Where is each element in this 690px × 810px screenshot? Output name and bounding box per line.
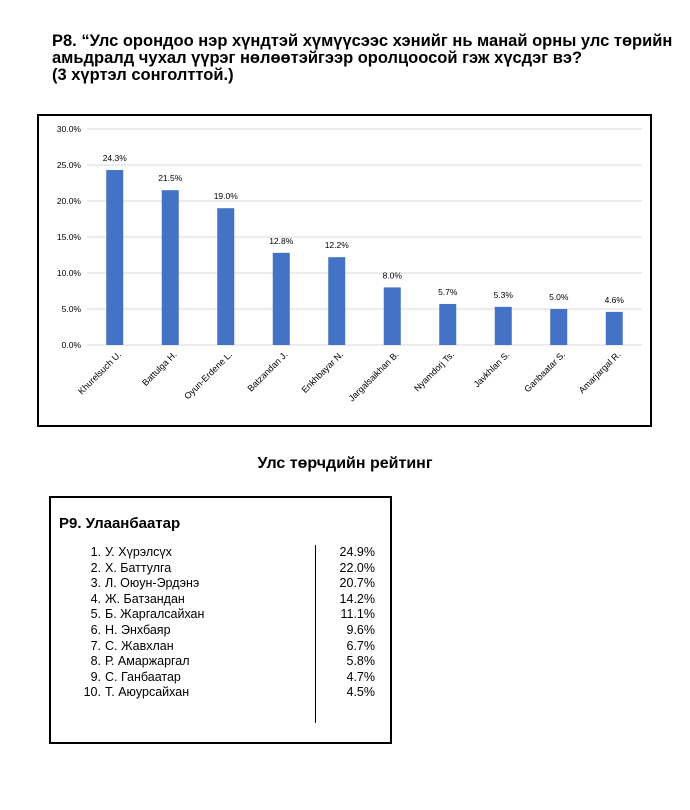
- table-row: [73, 685, 383, 701]
- x-tick-label: Ganbaatar S.: [522, 349, 568, 395]
- table-row: [73, 592, 383, 608]
- table-row: [73, 576, 383, 592]
- data-label: 12.2%: [324, 240, 349, 251]
- candidate-percent: 4.7%: [346, 669, 375, 684]
- bar: [162, 190, 179, 345]
- candidate-name: С. Ганбаатар: [105, 669, 181, 684]
- table-row: [73, 623, 383, 639]
- bar-chart: [37, 114, 652, 427]
- bar: [495, 307, 512, 345]
- ranking-table: [49, 496, 392, 744]
- question-line-2: амьдралд чухал үүрэг нөлөөтэйгээр оролцоосой гэж хүсдэг вэ?: [52, 49, 583, 67]
- rank-number: 1.: [90, 545, 101, 559]
- data-label: 8.0%: [382, 270, 402, 281]
- data-label: 24.3%: [102, 153, 127, 164]
- y-tick-label: 5.0%: [61, 304, 81, 314]
- rank-number: 7.: [90, 638, 101, 653]
- y-tick-label: 10.0%: [56, 268, 81, 278]
- table-title: P9. Улаанбаатар: [59, 515, 181, 532]
- candidate-name: С. Жавхлан: [105, 638, 174, 653]
- section-title: Улс төрчдийн рейтинг: [257, 455, 433, 472]
- candidate-percent: 20.7%: [339, 576, 375, 591]
- data-label: 5.0%: [549, 292, 569, 302]
- table-row: [73, 545, 383, 561]
- question-line-1: P8. “Улс орондоо нэр хүндтэй хүмүүсээс хэнийг нь манай орны улс төрийн: [52, 32, 673, 50]
- candidate-name: Т. Аюурсайхан: [105, 685, 190, 700]
- x-tick-label: Javkhlan S.: [471, 349, 512, 390]
- rank-number: 5.: [90, 607, 101, 622]
- candidate-percent: 11.1%: [340, 607, 375, 622]
- candidate-name: Х. Баттулга: [105, 560, 172, 575]
- question-line-3: (3 хүртэл сонголттой.): [52, 66, 234, 84]
- rank-number: 8.: [90, 654, 101, 669]
- bar: [384, 287, 401, 345]
- bar: [273, 253, 290, 345]
- bar: [328, 257, 345, 345]
- x-tick-label: Oyun-Erdene L.: [182, 349, 235, 402]
- y-tick-label: 30.0%: [56, 124, 81, 134]
- ranking-list: [73, 545, 383, 701]
- candidate-percent: 24.9%: [339, 545, 375, 559]
- table-row: [73, 561, 383, 577]
- rank-number: 9.: [90, 669, 101, 684]
- y-tick-label: 20.0%: [56, 196, 81, 206]
- candidate-percent: 14.2%: [339, 591, 375, 606]
- rank-number: 4.: [90, 591, 101, 606]
- x-tick-label: Nyamdorj Ts.: [412, 349, 457, 394]
- x-tick-label: Khurelsuch U.: [76, 349, 124, 397]
- table-row: [73, 607, 383, 623]
- candidate-percent: 9.6%: [346, 622, 375, 637]
- data-label: 21.5%: [158, 173, 183, 184]
- candidate-percent: 22.0%: [339, 560, 375, 575]
- x-tick-label: Amarjargal R.: [576, 349, 623, 396]
- bar: [439, 304, 456, 345]
- x-tick-label: Battulga H.: [140, 349, 179, 388]
- data-label: 5.3%: [493, 289, 513, 300]
- data-label: 4.6%: [604, 294, 624, 305]
- candidate-percent: 5.8%: [346, 654, 375, 669]
- table-row: [73, 639, 383, 655]
- candidate-name: Б. Жаргалсайхан: [105, 607, 205, 622]
- bar: [606, 312, 623, 345]
- candidate-percent: 6.7%: [346, 638, 375, 653]
- rank-number: 10.: [83, 685, 101, 700]
- y-tick-label: 15.0%: [56, 232, 81, 242]
- candidate-name: Л. Оюун-Эрдэнэ: [105, 576, 200, 591]
- bar: [217, 208, 234, 345]
- rank-number: 6.: [90, 622, 101, 637]
- x-tick-label: Enkhbayar N.: [299, 349, 346, 395]
- bar: [106, 170, 123, 345]
- table-row: [73, 670, 383, 686]
- bar: [550, 309, 567, 345]
- rank-number: 3.: [90, 576, 101, 591]
- table-row: [73, 654, 383, 670]
- x-tick-label: Batzandan J.: [245, 349, 290, 394]
- candidate-name: У. Хүрэлсүх: [105, 545, 172, 559]
- candidate-percent: 4.5%: [346, 685, 375, 700]
- question-heading: [52, 33, 672, 84]
- data-label: 19.0%: [213, 191, 238, 202]
- bar-chart-svg: [39, 116, 650, 425]
- candidate-name: Ж. Батзандан: [105, 591, 185, 606]
- rank-number: 2.: [90, 560, 101, 575]
- data-label: 12.8%: [269, 235, 294, 246]
- y-tick-label: 0.0%: [61, 340, 81, 350]
- y-tick-label: 25.0%: [56, 160, 81, 170]
- candidate-name: Р. Амаржаргал: [105, 654, 190, 669]
- data-label: 5.7%: [438, 286, 458, 297]
- candidate-name: Н. Энхбаяр: [105, 622, 171, 637]
- x-tick-label: Jargalsaikhan B.: [346, 349, 401, 404]
